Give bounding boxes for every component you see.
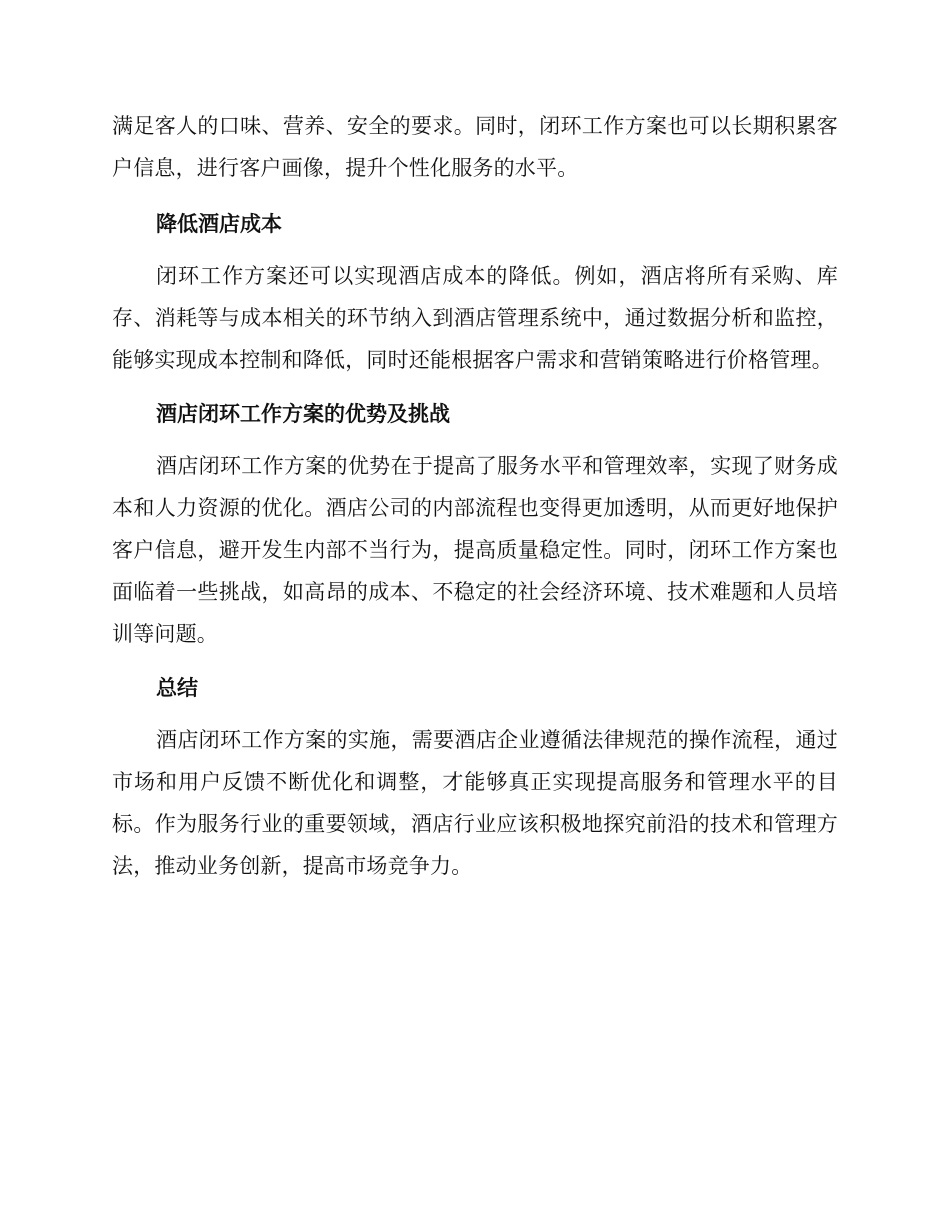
section-heading-reduce-cost: 降低酒店成本 — [156, 211, 282, 236]
section-heading-advantages-challenges: 酒店闭环工作方案的优势及挑战 — [156, 401, 450, 426]
section-paragraph-reduce-cost: 闭环工作方案还可以实现酒店成本的降低。例如，酒店将所有采购、库存、消耗等与成本相关的环节纳入到酒店管理系统中，通过数据分析和监控，能够实现成本控制和降低，同时还能根据客户需求和营销策略进行价格管理。 — [112, 264, 838, 372]
section-heading-summary: 总结 — [156, 675, 198, 700]
section-paragraph-advantages-challenges: 酒店闭环工作方案的优势在于提高了服务水平和管理效率，实现了财务成本和人力资源的优化。酒店公司的内部流程也变得更加透明，从而更好地保护客户信息，避开发生内部不当行为，提高质量稳定性。同时，闭环工作方案也面临着一些挑战，如高昂的成本、不稳定的社会经济环境、技术难题和人员培训等问题。 — [112, 454, 838, 646]
section-paragraph-summary: 酒店闭环工作方案的实施，需要酒店企业遵循法律规范的操作流程，通过市场和用户反馈不断优化和调整，才能够真正实现提高服务和管理水平的目标。作为服务行业的重要领域，酒店行业应该积极地探究前沿的技术和管理方法，推动业务创新，提高市场竞争力。 — [112, 728, 838, 878]
intro-paragraph: 满足客人的口味、营养、安全的要求。同时，闭环工作方案也可以长期积累客户信息，进行客户画像，提升个性化服务的水平。 — [112, 114, 838, 180]
